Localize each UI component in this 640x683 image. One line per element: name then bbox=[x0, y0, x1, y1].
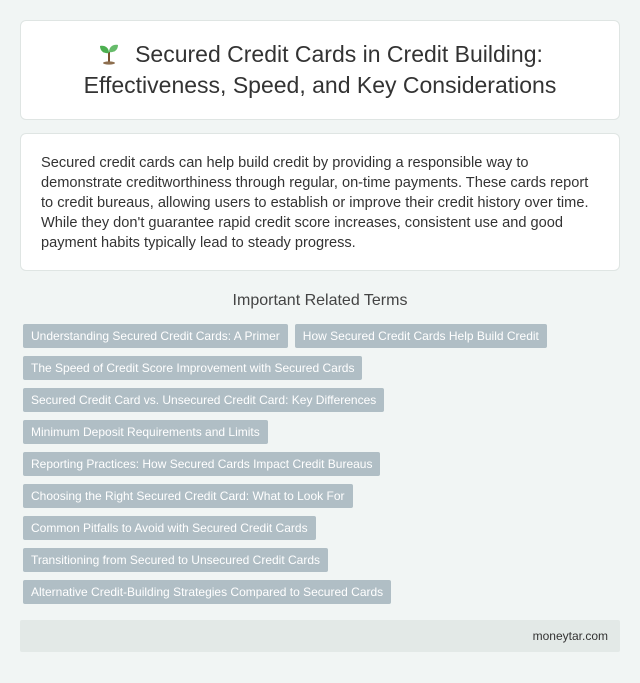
page-title-text: Secured Credit Cards in Credit Building: Effectiveness, Speed, and Key Considerations bbox=[83, 41, 557, 98]
site-link[interactable]: moneytar.com bbox=[532, 629, 608, 643]
page-title bbox=[40, 39, 600, 101]
tag-row bbox=[23, 484, 623, 508]
title-card bbox=[20, 20, 620, 120]
related-term-tag[interactable]: Secured Credit Card vs. Unsecured Credit Card: Key Differences bbox=[23, 388, 384, 412]
tag-row bbox=[23, 356, 623, 380]
tag-row bbox=[23, 580, 623, 604]
related-term-tag[interactable]: Alternative Credit-Building Strategies Compared to Secured Cards bbox=[23, 580, 391, 604]
related-term-tag[interactable]: Minimum Deposit Requirements and Limits bbox=[23, 420, 268, 444]
tag-row bbox=[23, 548, 623, 572]
tag-row bbox=[23, 420, 623, 444]
related-term-tag[interactable]: Understanding Secured Credit Cards: A Primer bbox=[23, 324, 288, 348]
footer bbox=[20, 620, 620, 652]
related-term-tag[interactable]: How Secured Credit Cards Help Build Credit bbox=[295, 324, 547, 348]
tag-row bbox=[23, 452, 623, 476]
related-terms-list bbox=[23, 324, 623, 612]
summary-text: Secured credit cards can help build credit by providing a responsible way to demonstrate creditworthiness through regular, on-time payments. These cards report to credit bureaus, allowing users to establish or improve their credit history over time. While they don't guarantee rapid credit score increases, consistent use and good payment habits typically lead to steady progress. bbox=[41, 155, 589, 251]
tag-row bbox=[23, 388, 623, 412]
related-term-tag[interactable]: The Speed of Credit Score Improvement with Secured Cards bbox=[23, 356, 362, 380]
tag-row bbox=[23, 516, 623, 540]
related-term-tag[interactable]: Choosing the Right Secured Credit Card: What to Look For bbox=[23, 484, 353, 508]
summary-card bbox=[20, 133, 620, 271]
related-terms-heading: Important Related Terms bbox=[232, 292, 408, 309]
tag-row bbox=[23, 324, 623, 348]
related-term-tag[interactable]: Transitioning from Secured to Unsecured Credit Cards bbox=[23, 548, 328, 572]
related-term-tag[interactable]: Reporting Practices: How Secured Cards Impact Credit Bureaus bbox=[23, 452, 380, 476]
related-term-tag[interactable]: Common Pitfalls to Avoid with Secured Credit Cards bbox=[23, 516, 316, 540]
seedling-icon bbox=[97, 41, 121, 65]
